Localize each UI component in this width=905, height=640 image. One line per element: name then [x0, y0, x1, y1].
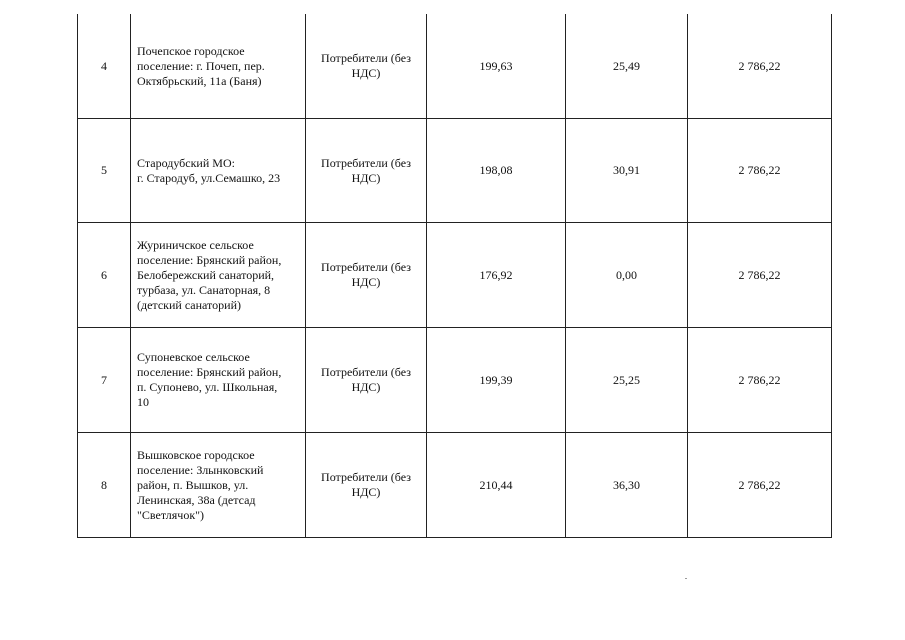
- address-line: Октябрьский, 11а (Баня): [137, 73, 262, 88]
- value-1: 210,44: [479, 477, 513, 492]
- address-line: Белобережский санаторий,: [137, 267, 275, 282]
- consumers-line: Потребители (без: [321, 470, 411, 484]
- address-cell: [131, 433, 306, 538]
- row-number-cell: [78, 433, 131, 538]
- value-cell-1: [427, 14, 566, 119]
- consumers-cell: [306, 119, 427, 223]
- address-line: Журиничское сельское: [137, 237, 254, 252]
- address-line: турбаза, ул. Санаторная, 8: [137, 282, 271, 297]
- value-cell-2: [566, 433, 688, 538]
- consumers-line: Потребители (без: [321, 155, 411, 170]
- address-line: Почепское городское: [137, 43, 245, 58]
- address-cell: [131, 328, 306, 433]
- value-2: 30,91: [613, 163, 640, 177]
- consumers-cell: [306, 223, 427, 328]
- address-line: поселение: г. Почеп, пер.: [137, 58, 265, 73]
- table-body: [78, 14, 832, 538]
- value-cell-1: [427, 119, 566, 223]
- row-number: 7: [101, 372, 107, 387]
- address-line: (детский санаторий): [137, 297, 241, 312]
- address-line: 10: [137, 395, 149, 409]
- address-line: поселение: Брянский район,: [137, 252, 282, 267]
- address-line: поселение: Брянский район,: [137, 365, 282, 379]
- value-1: 199,63: [479, 58, 513, 73]
- table-row: [78, 223, 832, 328]
- row-number: 5: [101, 163, 107, 177]
- value-cell-2: [566, 223, 688, 328]
- value-3: 2 786,22: [738, 267, 781, 282]
- value-cell-2: [566, 14, 688, 119]
- value-3: 2 786,22: [738, 477, 781, 492]
- value-1: 198,08: [479, 163, 513, 177]
- address-line: район, п. Вышков, ул.: [137, 477, 249, 492]
- scan-speck: [685, 578, 687, 579]
- table-row: [78, 119, 832, 223]
- address-line: п. Супонево, ул. Школьная,: [137, 380, 278, 394]
- consumers-line: Потребители (без: [321, 51, 411, 65]
- consumers-line: НДС): [351, 170, 381, 185]
- address-line: Стародубский МО:: [137, 155, 235, 170]
- value-2: 0,00: [616, 267, 637, 282]
- address-cell: [131, 14, 306, 119]
- value-cell-3: [688, 119, 832, 223]
- consumers-line: НДС): [351, 380, 381, 394]
- address-line: поселение: Злынковский: [137, 462, 264, 477]
- address-cell: [131, 223, 306, 328]
- value-cell-1: [427, 223, 566, 328]
- value-3: 2 786,22: [738, 372, 781, 387]
- consumers-line: Потребители (без: [321, 365, 411, 379]
- consumers-cell: [306, 433, 427, 538]
- address-line: Ленинская, 38а (детсад: [137, 492, 256, 507]
- value-cell-1: [427, 328, 566, 433]
- address-line: Супоневское сельское: [137, 350, 250, 364]
- row-number-cell: [78, 14, 131, 119]
- table-row: [78, 328, 832, 433]
- consumers-cell: [306, 14, 427, 119]
- consumers-cell: [306, 328, 427, 433]
- value-2: 25,49: [613, 58, 640, 73]
- value-1: 176,92: [479, 267, 513, 282]
- address-line: Вышковское городское: [137, 447, 255, 462]
- address-line: "Светлячок"): [137, 507, 205, 522]
- value-cell-3: [688, 14, 832, 119]
- consumers-line: Потребители (без: [321, 260, 411, 274]
- value-2: 25,25: [613, 372, 640, 387]
- row-number-cell: [78, 328, 131, 433]
- consumers-line: НДС): [351, 485, 381, 499]
- value-cell-1: [427, 433, 566, 538]
- value-3: 2 786,22: [738, 58, 781, 73]
- value-cell-2: [566, 328, 688, 433]
- row-number: 8: [101, 477, 107, 492]
- value-cell-3: [688, 328, 832, 433]
- row-number-cell: [78, 223, 131, 328]
- address-line: г. Стародуб, ул.Семашко, 23: [137, 170, 281, 185]
- row-number: 4: [101, 58, 107, 73]
- value-cell-2: [566, 119, 688, 223]
- address-cell: [131, 119, 306, 223]
- consumers-line: НДС): [351, 275, 381, 289]
- row-number: 6: [101, 267, 107, 282]
- consumers-line: НДС): [351, 66, 381, 80]
- table-row: [78, 14, 832, 119]
- value-2: 36,30: [613, 477, 640, 492]
- value-cell-3: [688, 223, 832, 328]
- value-1: 199,39: [479, 372, 513, 387]
- table-row: [78, 433, 832, 538]
- value-cell-3: [688, 433, 832, 538]
- value-3: 2 786,22: [738, 163, 781, 177]
- tariff-table: [77, 14, 832, 538]
- row-number-cell: [78, 119, 131, 223]
